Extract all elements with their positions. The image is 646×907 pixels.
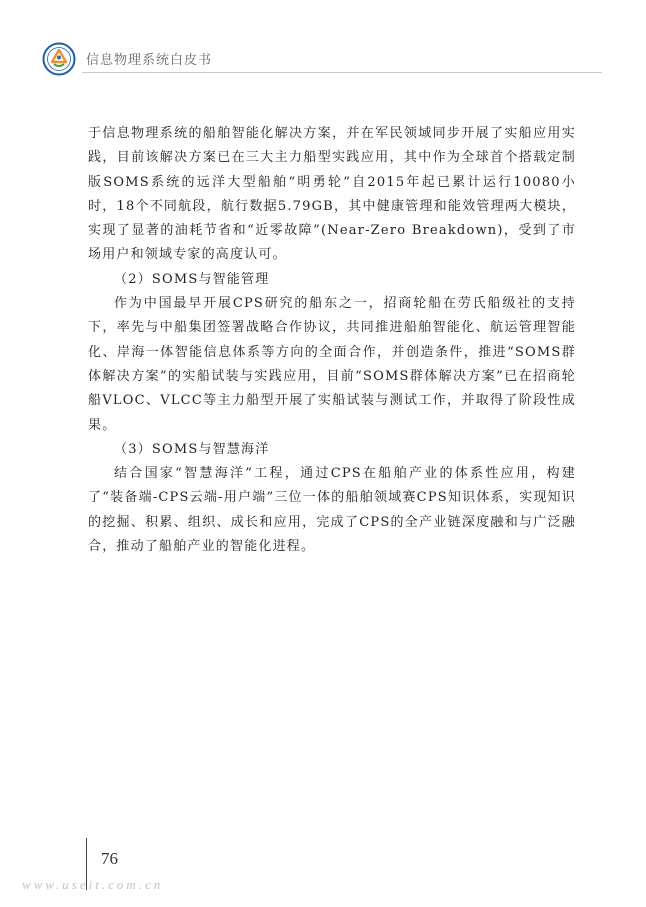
site-watermark: www.useit.com.cn (22, 877, 164, 892)
header-rule (82, 72, 602, 73)
body-paragraph-1: 于信息物理系统的船舶智能化解决方案，并在军民领域同步开展了实船应用实践，目前该解决方案已在三大主力船型实践应用，其中作为全球首个搭载定制版SOMS系统的远洋大型船舶“明勇轮”自2015年起已累计运行10080小时，18个不同航段，航行数据5.79GB，其中健康管理和能效管理两大模块，实现了显著的油耗节省和“近零故障”(Near-Zero Breakdown)，受到了市场用户和领域专家的高度认可。 (88, 126, 576, 263)
body-paragraph-3: 结合国家“智慧海洋”工程，通过CPS在船舶产业的体系性应用，构建了“装备端-CPS云端-用户端”三位一体的船舶领域赛CPS知识体系，实现知识的挖掘、积累、组织、成长和应用，完成了CPS的全产业链深度融和与广泛融合，推动了船舶产业的智能化进程。 (88, 466, 576, 555)
body-paragraph-2: 作为中国最早开展CPS研究的船东之一，招商轮船在劳氏船级社的支持下，率先与中船集团签署战略合作协议，共同推进船舶智能化、航运管理智能化、岸海一体智能信息体系等方向的全面合作，并创造条件，推进“SOMS群体解决方案”的实船试装与实践应用，目前“SOMS群体解决方案”已在招商轮船VLOC、VLCC等主力船型开展了实船试装与测试工作，并取得了阶段性成果。 (88, 296, 576, 433)
header-title: 信息物理系统白皮书 (86, 53, 213, 68)
section-heading-soms-ocean: （3）SOMS与智慧海洋 (114, 441, 270, 457)
logo-lettering (42, 42, 76, 76)
running-header (42, 38, 602, 82)
section-heading-soms-management: （2）SOMS与智能管理 (114, 271, 270, 287)
cpssc-logo (42, 42, 76, 76)
body-text (88, 122, 576, 559)
page-number: 76 (101, 849, 118, 868)
